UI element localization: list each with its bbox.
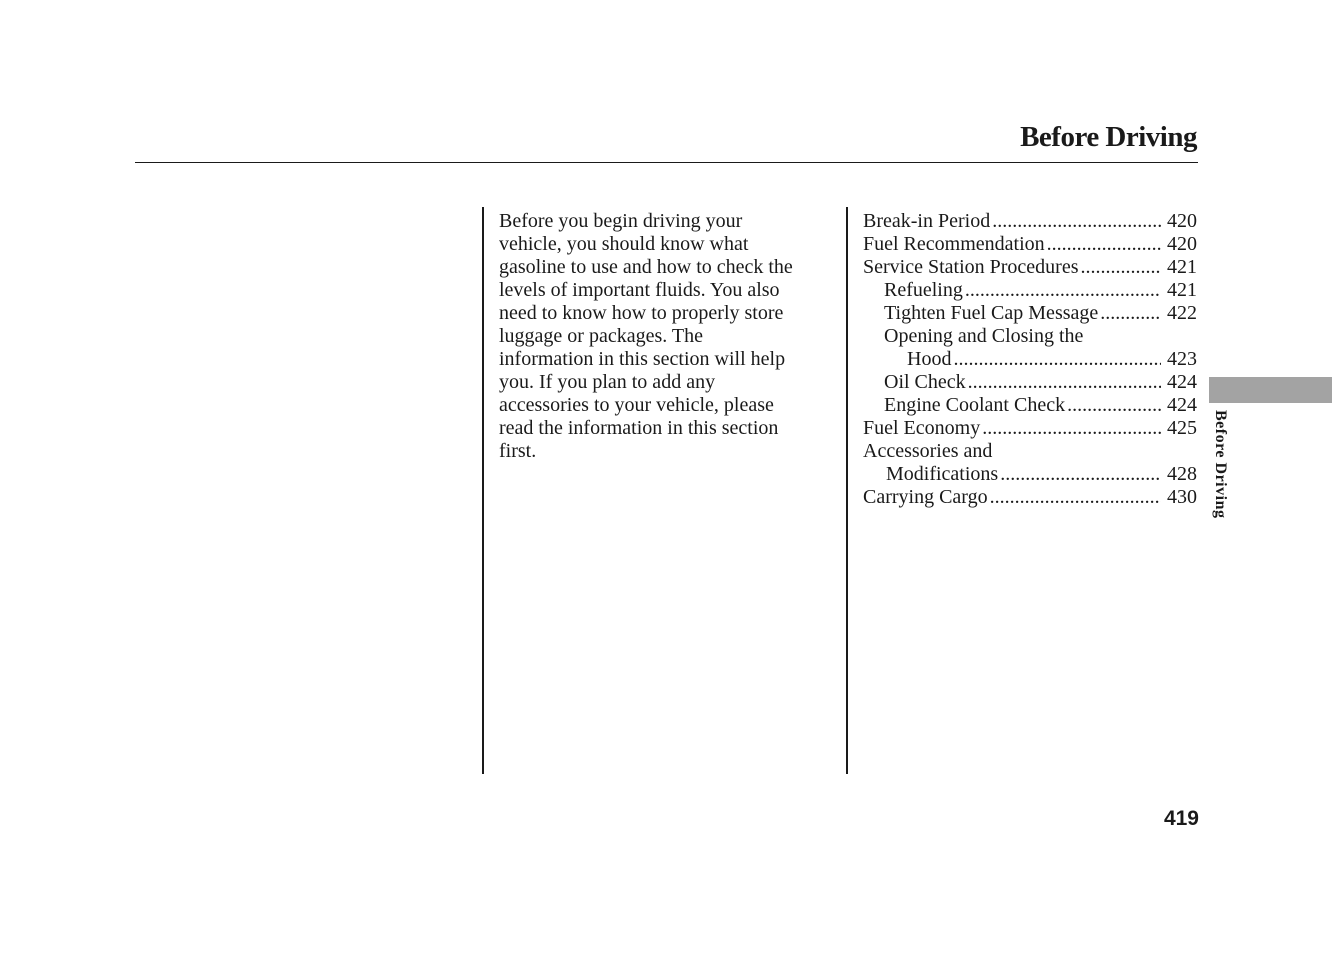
section-side-label-text: Before Driving xyxy=(1212,410,1229,519)
toc-leader-dots xyxy=(1081,256,1162,279)
toc-entry-page: 422 xyxy=(1167,302,1197,324)
column-divider-left xyxy=(482,207,484,774)
intro-paragraph xyxy=(499,210,835,463)
intro-line: need to know how to properly store xyxy=(499,302,784,324)
toc-entry-label: Oil Check xyxy=(884,371,966,393)
toc-entry-page: 424 xyxy=(1167,371,1197,393)
intro-line: information in this section will help xyxy=(499,348,786,370)
toc-entry-service-station-procedures[interactable] xyxy=(863,256,1197,279)
intro-line: accessories to your vehicle, please xyxy=(499,394,774,416)
toc-leader-dots xyxy=(992,210,1161,233)
toc-entry-page: 420 xyxy=(1167,210,1197,232)
toc-entry-carrying-cargo[interactable] xyxy=(863,486,1197,509)
intro-line: levels of important fluids. You also xyxy=(499,279,780,301)
toc-entry-page: 423 xyxy=(1167,348,1197,370)
toc-leader-dots xyxy=(990,486,1161,509)
toc-entry-label: Carrying Cargo xyxy=(863,486,988,508)
section-thumb-tab xyxy=(1209,377,1332,403)
intro-line: gasoline to use and how to check the xyxy=(499,256,793,278)
table-of-contents xyxy=(863,210,1197,509)
intro-line: you. If you plan to add any xyxy=(499,371,716,393)
toc-entry-hood[interactable] xyxy=(863,348,1197,371)
column-divider-middle xyxy=(846,207,848,774)
toc-entry-page: 425 xyxy=(1167,417,1197,439)
toc-entry-fuel-recommendation[interactable] xyxy=(863,233,1197,256)
toc-entry-tighten-fuel-cap-message[interactable] xyxy=(863,302,1197,325)
intro-line: luggage or packages. The xyxy=(499,325,703,347)
toc-entry-page: 430 xyxy=(1167,486,1197,508)
toc-leader-dots xyxy=(1100,302,1161,325)
toc-leader-dots xyxy=(953,348,1161,371)
toc-entry-label: Fuel Economy xyxy=(863,417,981,439)
toc-leader-dots xyxy=(1067,394,1161,417)
toc-entry-page: 420 xyxy=(1167,233,1197,255)
toc-leader-dots xyxy=(1047,233,1161,256)
toc-entry-label: Hood xyxy=(907,348,952,370)
toc-entry-label: Modifications xyxy=(886,463,999,485)
toc-entry-label: Opening and Closing the xyxy=(884,325,1084,347)
toc-entry-page: 428 xyxy=(1167,463,1197,485)
toc-entry-label: Accessories and xyxy=(863,440,993,462)
toc-entry-opening-closing-hood[interactable] xyxy=(863,325,1197,348)
intro-line: vehicle, you should know what xyxy=(499,233,749,255)
toc-entry-page: 424 xyxy=(1167,394,1197,416)
title-divider xyxy=(135,162,1198,163)
toc-entry-page: 421 xyxy=(1167,256,1197,278)
section-title: Before Driving xyxy=(1020,121,1197,153)
toc-entry-fuel-economy[interactable] xyxy=(863,417,1197,440)
intro-line: read the information in this section xyxy=(499,417,779,439)
toc-entry-break-in-period[interactable] xyxy=(863,210,1197,233)
toc-entry-engine-coolant-check[interactable] xyxy=(863,394,1197,417)
toc-entry-label: Tighten Fuel Cap Message xyxy=(884,302,1099,324)
toc-entry-label: Refueling xyxy=(884,279,963,301)
toc-entry-accessories-and[interactable] xyxy=(863,440,1197,463)
toc-leader-dots xyxy=(968,371,1161,394)
toc-leader-dots xyxy=(1000,463,1161,486)
toc-leader-dots xyxy=(965,279,1161,302)
toc-entry-modifications[interactable] xyxy=(863,463,1197,486)
toc-entry-oil-check[interactable] xyxy=(863,371,1197,394)
toc-entry-label: Fuel Recommendation xyxy=(863,233,1045,255)
toc-entry-label: Engine Coolant Check xyxy=(884,394,1066,416)
toc-leader-dots xyxy=(982,417,1161,440)
intro-line: Before you begin driving your xyxy=(499,210,743,232)
section-side-label xyxy=(1209,410,1231,532)
toc-entry-page: 421 xyxy=(1167,279,1197,301)
toc-entry-label: Break-in Period xyxy=(863,210,991,232)
toc-entry-label: Service Station Procedures xyxy=(863,256,1079,278)
page-number: 419 xyxy=(1163,807,1199,830)
intro-line: first. xyxy=(499,440,537,462)
toc-entry-refueling[interactable] xyxy=(863,279,1197,302)
